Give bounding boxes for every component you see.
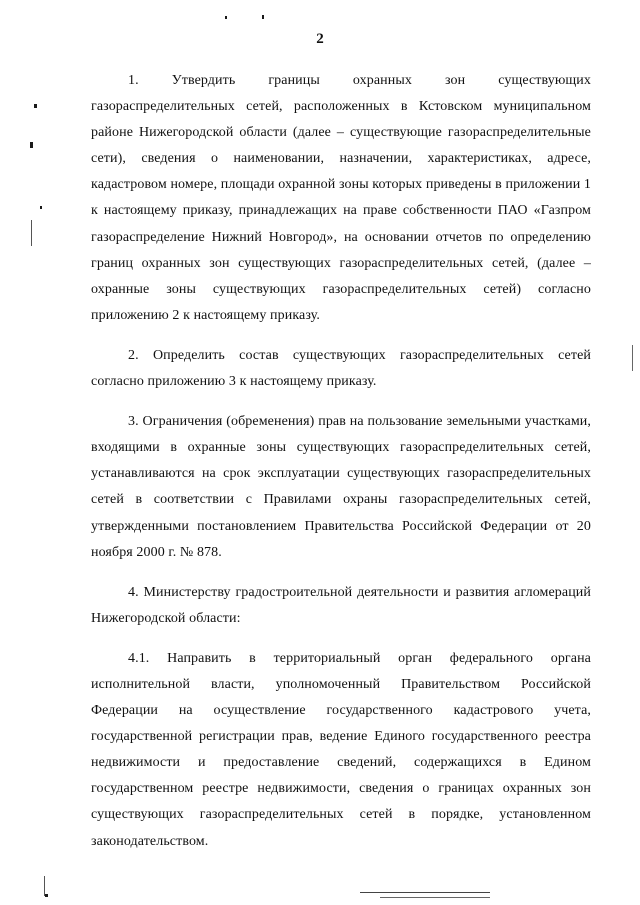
scan-speck: [225, 16, 227, 19]
scan-speck: [40, 206, 42, 209]
scan-edge-line: [632, 345, 633, 371]
scan-speck: [45, 894, 48, 897]
scan-speck: [34, 104, 37, 108]
paragraph-4-1: 4.1. Направить в территориальный орган федерального органа исполнительной власти, уполномоченный Правительством Российской Федерации на осуществление государственного кадастрового учета, государственной регистрации прав, ведение Единого государственного реестра недвижимости и предоставление сведений, содержащихся в Едином государственном реестре недвижимости, сведения о границах охранных зон существующих газораспределительных сетей в порядке, установленном законодательством.: [91, 650, 591, 849]
document-body: [91, 68, 591, 855]
paragraph-1: 1. Утвердить границы охранных зон существующих газораспределительных сетей, расположенных в Кстовском муниципальном районе Нижегородской области (далее – существующие газораспределительные сети), сведения о наименовании, назначении, характеристиках, адресе, кадастровом номере, площади охранной зоны которых приведены в приложении 1 к настоящему приказу, принадлежащих на праве собственности ПАО «Газпром газораспределение Нижний Новгород», на основании отчетов по определению границ охранных зон существующих газораспределительных сетей, (далее – охранные зоны существующих газораспределительных сетей) согласно приложению 2 к настоящему приказу.: [91, 73, 591, 323]
paragraph-3: 3. Ограничения (обременения) прав на пользование земельными участками, входящими в охранные зоны существующих газораспределительных сетей, устанавливаются на срок эксплуатации существующих газораспределительных сетей в соответствии с Правилами охраны газораспределительных сетей, утвержденными постановлением Правительства Российской Федерации от 20 ноября 2000 г. № 878.: [91, 414, 591, 560]
scan-speck: [262, 15, 264, 19]
page-number: 2: [316, 31, 324, 47]
scan-edge-line: [44, 876, 45, 896]
scan-bottom-line: [380, 897, 490, 898]
scan-bottom-line: [360, 892, 490, 893]
paragraph-4: 4. Министерству градостроительной деятельности и развития агломераций Нижегородской области:: [91, 584, 591, 626]
paragraph-2: 2. Определить состав существующих газораспределительных сетей согласно приложению 3 к настоящему приказу.: [91, 347, 591, 390]
scan-edge-line: [31, 220, 32, 246]
scan-speck: [30, 142, 33, 148]
